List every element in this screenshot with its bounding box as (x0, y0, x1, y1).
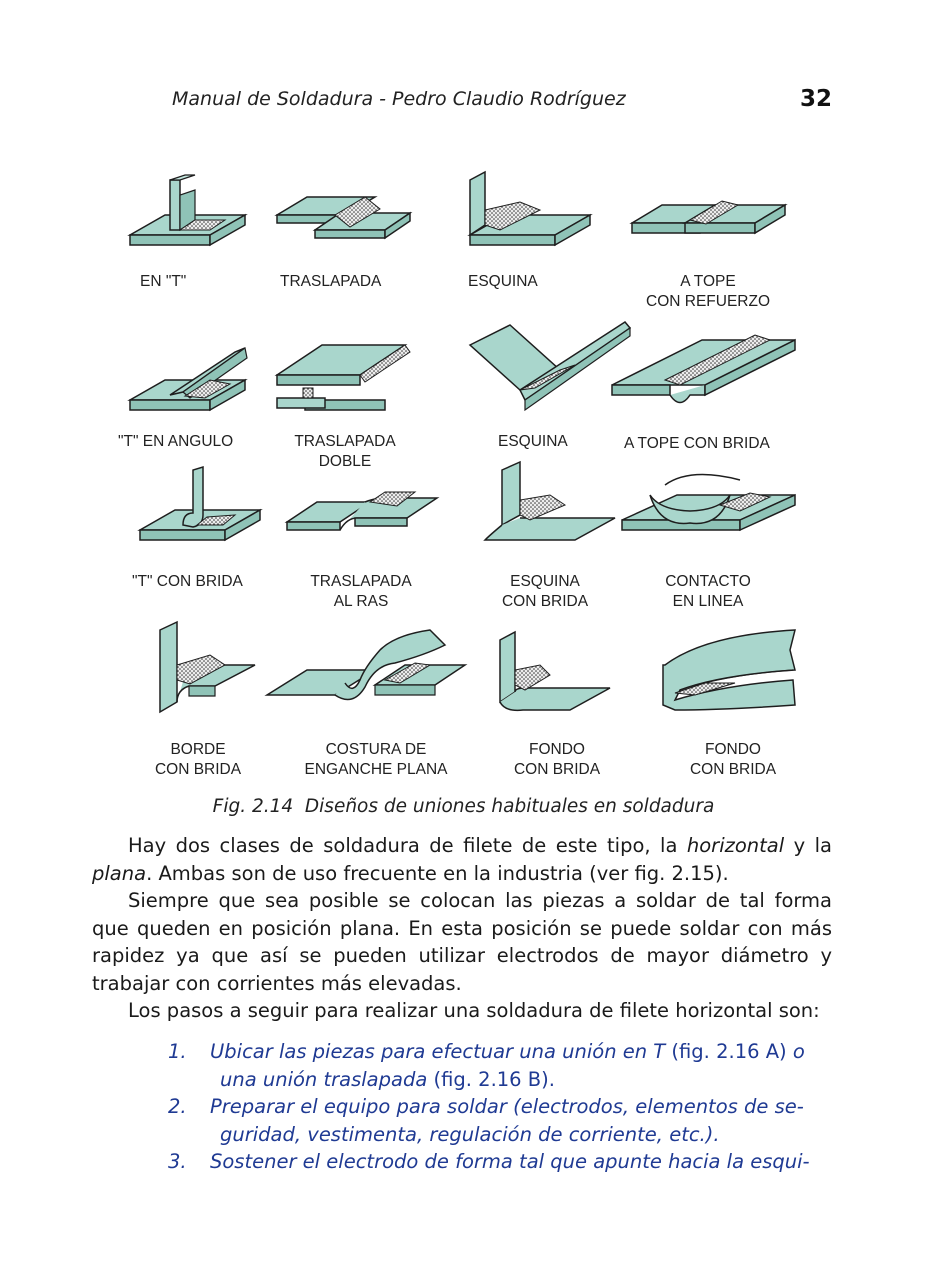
step-3: 3. Sostener el electrodo de forma tal que apunte hacia la esqui- (168, 1150, 810, 1173)
label-fondo-con-brida-1: FONDO CON BRIDA (513, 741, 601, 778)
label-borde-con-brida: BORDE CON BRIDA (154, 741, 242, 778)
caption-text: Diseños de uniones habituales en soldadura (304, 796, 715, 817)
joint-traslapada (275, 185, 415, 255)
paragraph-1: Hay dos clases de soldadura de filete de este tipo, la horizontal y la plana. Ambas son de uso frecuente en la industria (ver fig. 2.15). (92, 834, 832, 885)
joint-en-t (125, 175, 255, 255)
label-esquina-con-brida: ESQUINA CON BRIDA (501, 573, 589, 610)
label-traslapada-al-ras: TRASLAPADA AL RAS (310, 573, 412, 610)
label-esquina: ESQUINA (468, 273, 538, 290)
figure-caption (0, 796, 927, 817)
joint-a-tope-con-refuerzo (630, 185, 790, 255)
joint-contacto-en-linea (620, 465, 800, 545)
label-a-tope-con-refuerzo: A TOPE CON REFUERZO (646, 273, 770, 310)
joint-borde-con-brida (155, 620, 265, 725)
paragraph-2: Siempre que sea posible se colocan las piezas a soldar de tal forma que queden en posición plana. En esta posición se puede soldar con más rapidez ya que así se pueden utilizar electrodos de mayor diámetro y trabajar con corrientes más elevadas. (92, 889, 832, 995)
label-costura-de-enganche-plana: COSTURA DE ENGANCHE PLANA (304, 741, 448, 778)
joint-a-tope-con-brida (610, 330, 800, 415)
label-contacto-en-linea: CONTACTO EN LINEA (665, 573, 751, 610)
weld-joints-figure (110, 160, 820, 780)
steps-list (168, 1038, 832, 1176)
label-t-en-angulo: "T" EN ANGULO (118, 433, 234, 450)
label-fondo-con-brida-2: FONDO CON BRIDA (689, 741, 777, 778)
paragraph-3: Los pasos a seguir para realizar una soldadura de filete horizontal son: (128, 999, 820, 1022)
joint-costura-de-enganche-plana (265, 625, 465, 715)
label-traslapada: TRASLAPADA (280, 273, 382, 290)
joint-traslapada-doble (275, 340, 415, 425)
label-t-con-brida: "T" CON BRIDA (132, 573, 243, 590)
joint-fondo-con-brida-1 (495, 630, 615, 715)
label-en-t: EN "T" (140, 273, 187, 290)
label-esquina-2: ESQUINA (498, 433, 568, 450)
page-number: 32 (799, 86, 832, 112)
label-a-tope-con-brida: A TOPE CON BRIDA (624, 435, 770, 452)
joint-esquina (465, 170, 595, 250)
joint-t-en-angulo (125, 340, 255, 420)
step-1: 1. Ubicar las piezas para efectuar una unión en T (fig. 2.16 A) o una unión traslapada (fig. 2.16 B). (168, 1040, 805, 1091)
label-traslapada-doble: TRASLAPADA DOBLE (294, 433, 396, 470)
joint-traslapada-al-ras (285, 480, 435, 545)
joint-fondo-con-brida-2 (645, 625, 800, 720)
running-title: Manual de Soldadura - Pedro Claudio Rodríguez (172, 88, 626, 110)
body-text (92, 832, 832, 1025)
step-2: 2. Preparar el equipo para soldar (electrodos, elementos de se- guridad, vestimenta, regulación de corriente, etc.). (168, 1095, 804, 1146)
caption-number: Fig. 2.14 (212, 796, 294, 817)
joint-t-con-brida (135, 465, 265, 550)
joint-esquina-con-brida (480, 460, 620, 550)
